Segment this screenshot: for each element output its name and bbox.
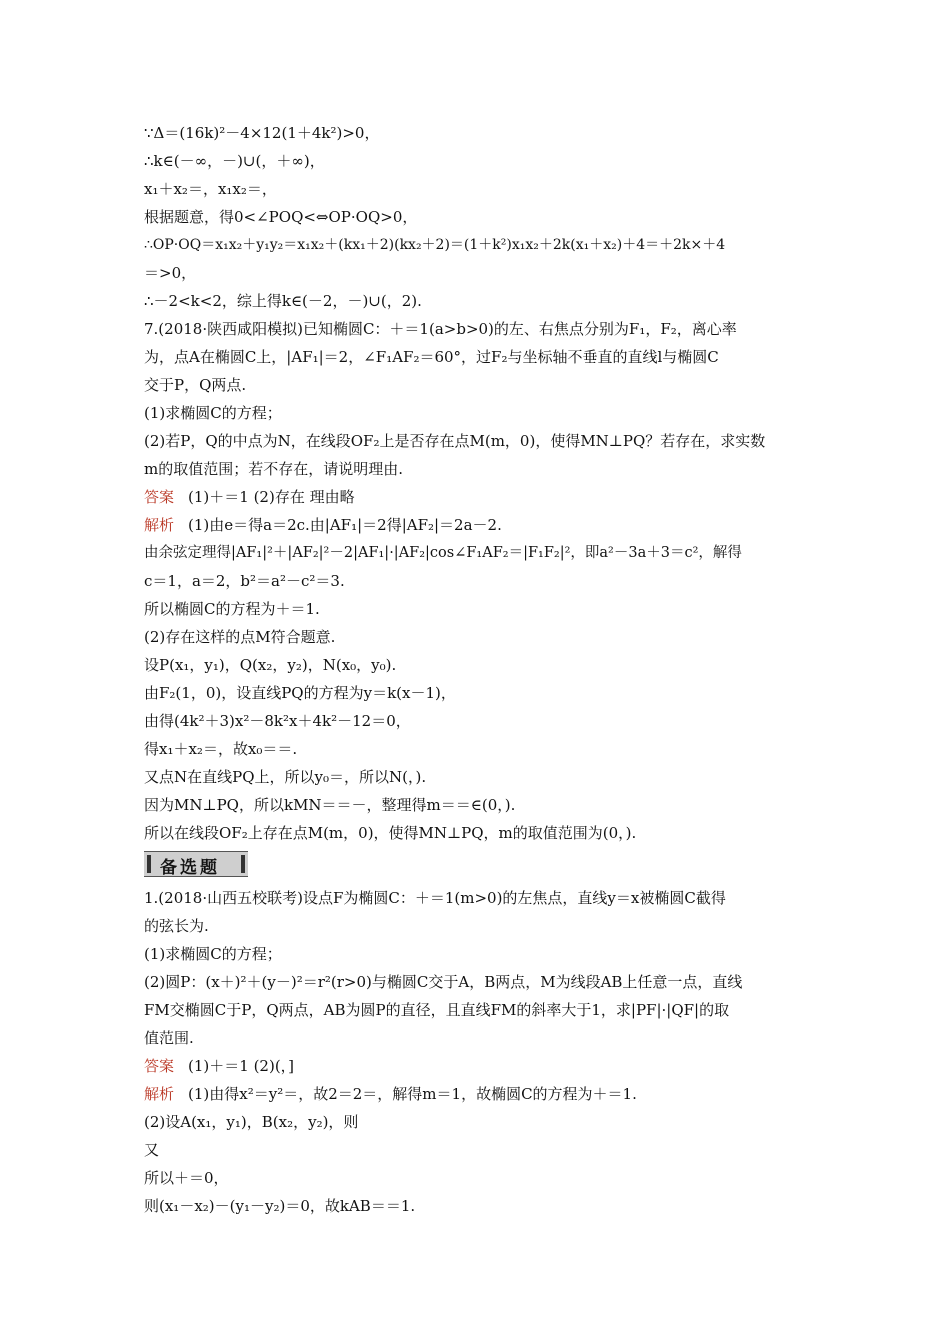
text-line: (2)设A(x₁，y₁)，B(x₂，y₂)，则	[144, 1113, 359, 1131]
text-line: 则(x₁－x₂)－(y₁－y₂)＝0，故kAB＝＝1.	[144, 1197, 416, 1215]
text-line: (2)存在这样的点M符合题意.	[144, 628, 336, 646]
question-7-line: 7.(2018·陕西咸阳模拟)已知椭圆C：＋＝1(a>b>0)的左、右焦点分别为F₁，F₂，离心率	[144, 320, 737, 338]
text-line: 又点N在直线PQ上，所以y₀＝，所以N(，).	[144, 768, 427, 786]
text-line: ∵Δ＝(16k)²－4×12(1＋4k²)>0，	[144, 124, 380, 142]
text-line: 由F₂(1，0)，设直线PQ的方程为y＝k(x－1)，	[144, 684, 456, 702]
section-banner	[144, 851, 248, 877]
analysis-line	[144, 514, 814, 536]
text-line: FM交椭圆C于P，Q两点，AB为圆P的直径，且直线FM的斜率大于1，求|PF|·|QF|的取	[144, 1001, 730, 1019]
question-1-line: 1.(2018·山西五校联考)设点F为椭圆C：＋＝1(m>0)的左焦点，直线y＝x被椭圆C截得	[144, 889, 726, 907]
answer-text: (1)＋＝1 (2)存在 理由略	[188, 488, 355, 506]
analysis-text: (1)由e＝得a＝2c.由|AF₁|＝2得|AF₂|＝2a－2.	[188, 516, 502, 534]
text-line: (1)求椭圆C的方程；	[144, 945, 282, 963]
text-line: ＝>0，	[144, 264, 197, 282]
answer-text: (1)＋＝1 (2)(，]	[188, 1057, 295, 1075]
text-line: 所以椭圆C的方程为＋＝1.	[144, 600, 320, 618]
answer-line	[144, 1055, 814, 1077]
text-line: ∴k∈(－∞，－)∪(，＋∞)，	[144, 152, 325, 170]
banner-title: 备选题	[160, 858, 220, 878]
banner-bar-right	[241, 855, 245, 873]
text-line: m的取值范围；若不存在，请说明理由.	[144, 460, 403, 478]
text-line: ∴－2<k<2，综上得k∈(－2，－)∪(，2).	[144, 292, 422, 310]
analysis-label: 解析	[144, 1085, 175, 1103]
answer-label: 答案	[144, 488, 175, 506]
text-line: ∴OP·OQ＝x₁x₂＋y₁y₂＝x₁x₂＋(kx₁＋2)(kx₂＋2)＝(1＋k²)x₁x₂＋2k(x₁＋x₂)＋4＝＋2k×＋4	[144, 237, 726, 253]
text-line: 所以在线段OF₂上存在点M(m，0)，使得MN⊥PQ，m的取值范围为(0，).	[144, 824, 637, 842]
text-line: 得x₁＋x₂＝，故x₀＝＝.	[144, 740, 298, 758]
text-line: (2)圆P：(x＋)²＋(y－)²＝r²(r>0)与椭圆C交于A，B两点，M为线段AB上任意一点，直线	[144, 973, 743, 991]
text-line: (2)若P，Q的中点为N，在线段OF₂上是否存在点M(m，0)，使得MN⊥PQ？若存在，求实数	[144, 432, 766, 450]
text-line: 为，点A在椭圆C上，|AF₁|＝2，∠F₁AF₂＝60°，过F₂与坐标轴不垂直的直线l与椭圆C	[144, 348, 719, 366]
answer-label: 答案	[144, 1057, 175, 1075]
text-line: 因为MN⊥PQ，所以kMN＝＝－，整理得m＝＝∈(0，).	[144, 796, 516, 814]
text-line: 所以＋＝0，	[144, 1169, 229, 1187]
analysis-label: 解析	[144, 516, 175, 534]
text-line: 交于P，Q两点.	[144, 376, 247, 394]
analysis-line	[144, 1083, 814, 1105]
text-line: (1)求椭圆C的方程；	[144, 404, 282, 422]
text-line: 又	[144, 1141, 160, 1159]
banner-bar-left	[147, 855, 151, 873]
text-line: 值范围.	[144, 1029, 194, 1047]
text-line: 由得(4k²＋3)x²－8k²x＋4k²－12＝0，	[144, 712, 411, 730]
text-line: x₁＋x₂＝，x₁x₂＝，	[144, 180, 277, 198]
analysis-text: (1)由得x²＝y²＝，故2＝2＝，解得m＝1，故椭圆C的方程为＋＝1.	[188, 1085, 637, 1103]
text-line: 由余弦定理得|AF₁|²＋|AF₂|²－2|AF₁|·|AF₂|cos∠F₁AF₂＝|F₁F₂|²，即a²－3a＋3＝c²，解得	[144, 545, 742, 561]
answer-line	[144, 486, 814, 508]
text-line: 设P(x₁，y₁)，Q(x₂，y₂)，N(x₀，y₀).	[144, 656, 397, 674]
text-line: 的弦长为.	[144, 917, 209, 935]
text-line: c＝1，a＝2，b²＝a²－c²＝3.	[144, 572, 345, 590]
text-line: 根据题意，得0<∠POQ<⇔OP·OQ>0，	[144, 208, 418, 226]
